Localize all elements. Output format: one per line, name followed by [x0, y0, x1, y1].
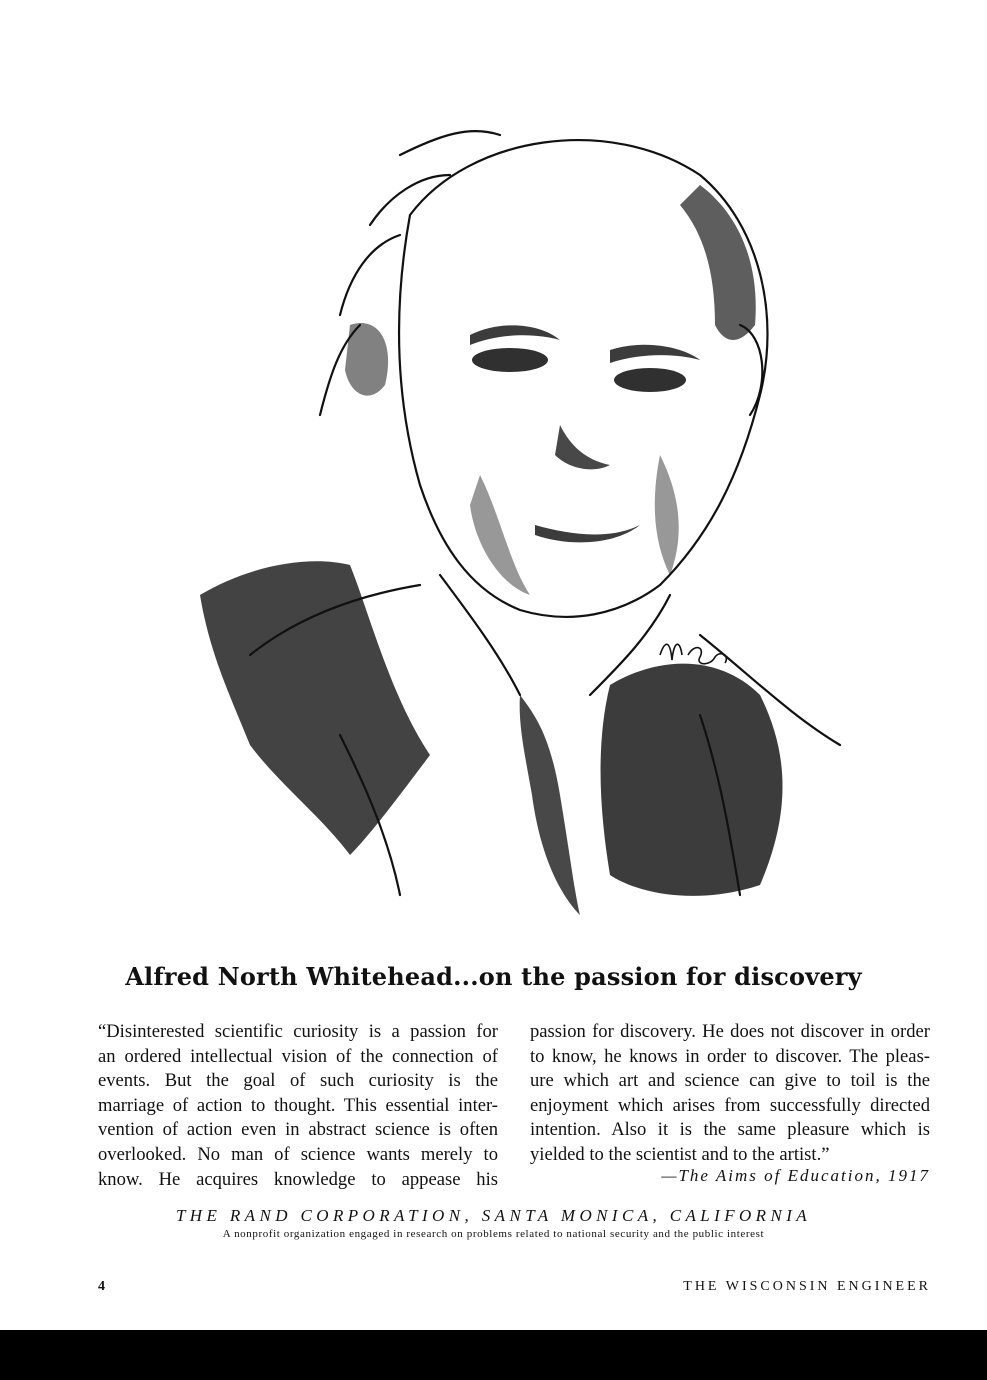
scan-border [0, 1330, 987, 1380]
portrait-illustration [140, 95, 860, 925]
quote-line: overlooked. No man of science wants merely to [98, 1143, 498, 1165]
organization-tagline: A nonprofit organization engaged in research on problems related to national security and the public interest [222, 1228, 765, 1240]
quote-line: passion for discovery. He does not discover in order [530, 1021, 930, 1042]
quote-line: “Disinterested scientific curiosity is a passion for [98, 1021, 498, 1042]
quote-line: events. But the goal of such curiosity is the [98, 1070, 498, 1092]
magazine-title: THE WISCONSIN ENGINEER [683, 1279, 931, 1294]
quote-line: know. He acquires knowledge to appease his [98, 1168, 498, 1190]
quote-line: enjoyment which arises from successfully directed [530, 1094, 930, 1116]
organization-name: THE RAND CORPORATION, SANTA MONICA, CALIFORNIA [175, 1206, 812, 1225]
quote-line: ure which art and science can give to toil is the [530, 1070, 930, 1092]
portrait-shading [200, 185, 783, 915]
quote-column-left [98, 1020, 498, 1192]
quote-line: vention of action even in abstract science is often [98, 1119, 498, 1141]
quote-column-right [530, 1020, 930, 1168]
quote-line: to know, he knows in order to discover. The pleas- [530, 1045, 930, 1067]
quote-attribution: —The Aims of Education, 1917 [661, 1166, 930, 1185]
quote-line: yielded to the scientist and to the artist.” [530, 1143, 830, 1165]
headline: Alfred North Whitehead...on the passion for discovery [125, 962, 862, 991]
page-number: 4 [98, 1279, 105, 1294]
quote-line: marriage of action to thought. This essential inter- [98, 1094, 498, 1116]
quote-line: intention. Also it is the same pleasure which is [530, 1119, 930, 1141]
quote-line: an ordered intellectual vision of the connection of [98, 1045, 498, 1067]
